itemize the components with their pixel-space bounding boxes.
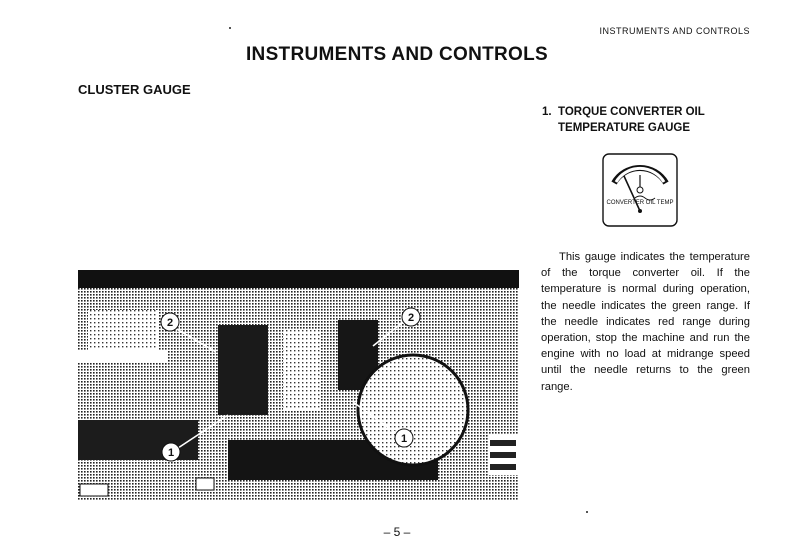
section-title: CLUSTER GAUGE bbox=[78, 82, 191, 97]
svg-text:2: 2 bbox=[166, 317, 174, 329]
running-head: INSTRUMENTS AND CONTROLS bbox=[599, 26, 750, 36]
photo-callout-2 bbox=[402, 308, 420, 326]
gauge-icon-label: CONVERTER OIL TEMP bbox=[606, 200, 674, 206]
item-body-text: This gauge indicates the temperature of the torque converter oil. If the temperature is normal during operation, the needle indicates the green range. If the needle indicates red range during operation, stop the machine and run the engine with no load at midrange speed until the needle returns to the green range. bbox=[541, 251, 750, 393]
cluster-gauge-photo bbox=[78, 270, 519, 500]
item-heading-line2: TEMPERATURE GAUGE bbox=[558, 122, 691, 134]
page-number: – 5 – bbox=[383, 525, 411, 539]
photo-callout-3 bbox=[162, 443, 180, 461]
print-speck bbox=[586, 511, 588, 513]
photo-callout-1 bbox=[161, 313, 179, 331]
item-number: 1. bbox=[542, 106, 552, 118]
converter-oil-temp-gauge-icon bbox=[602, 153, 678, 227]
page-title: INSTRUMENTS AND CONTROLS bbox=[245, 44, 549, 65]
item-heading-line1: TORQUE CONVERTER OIL bbox=[558, 106, 705, 118]
svg-text:2: 2 bbox=[407, 312, 415, 324]
svg-text:1: 1 bbox=[167, 447, 175, 459]
print-speck bbox=[229, 27, 231, 29]
photo-callout-4 bbox=[395, 429, 413, 447]
svg-text:1: 1 bbox=[400, 433, 408, 445]
item-heading bbox=[542, 104, 705, 136]
